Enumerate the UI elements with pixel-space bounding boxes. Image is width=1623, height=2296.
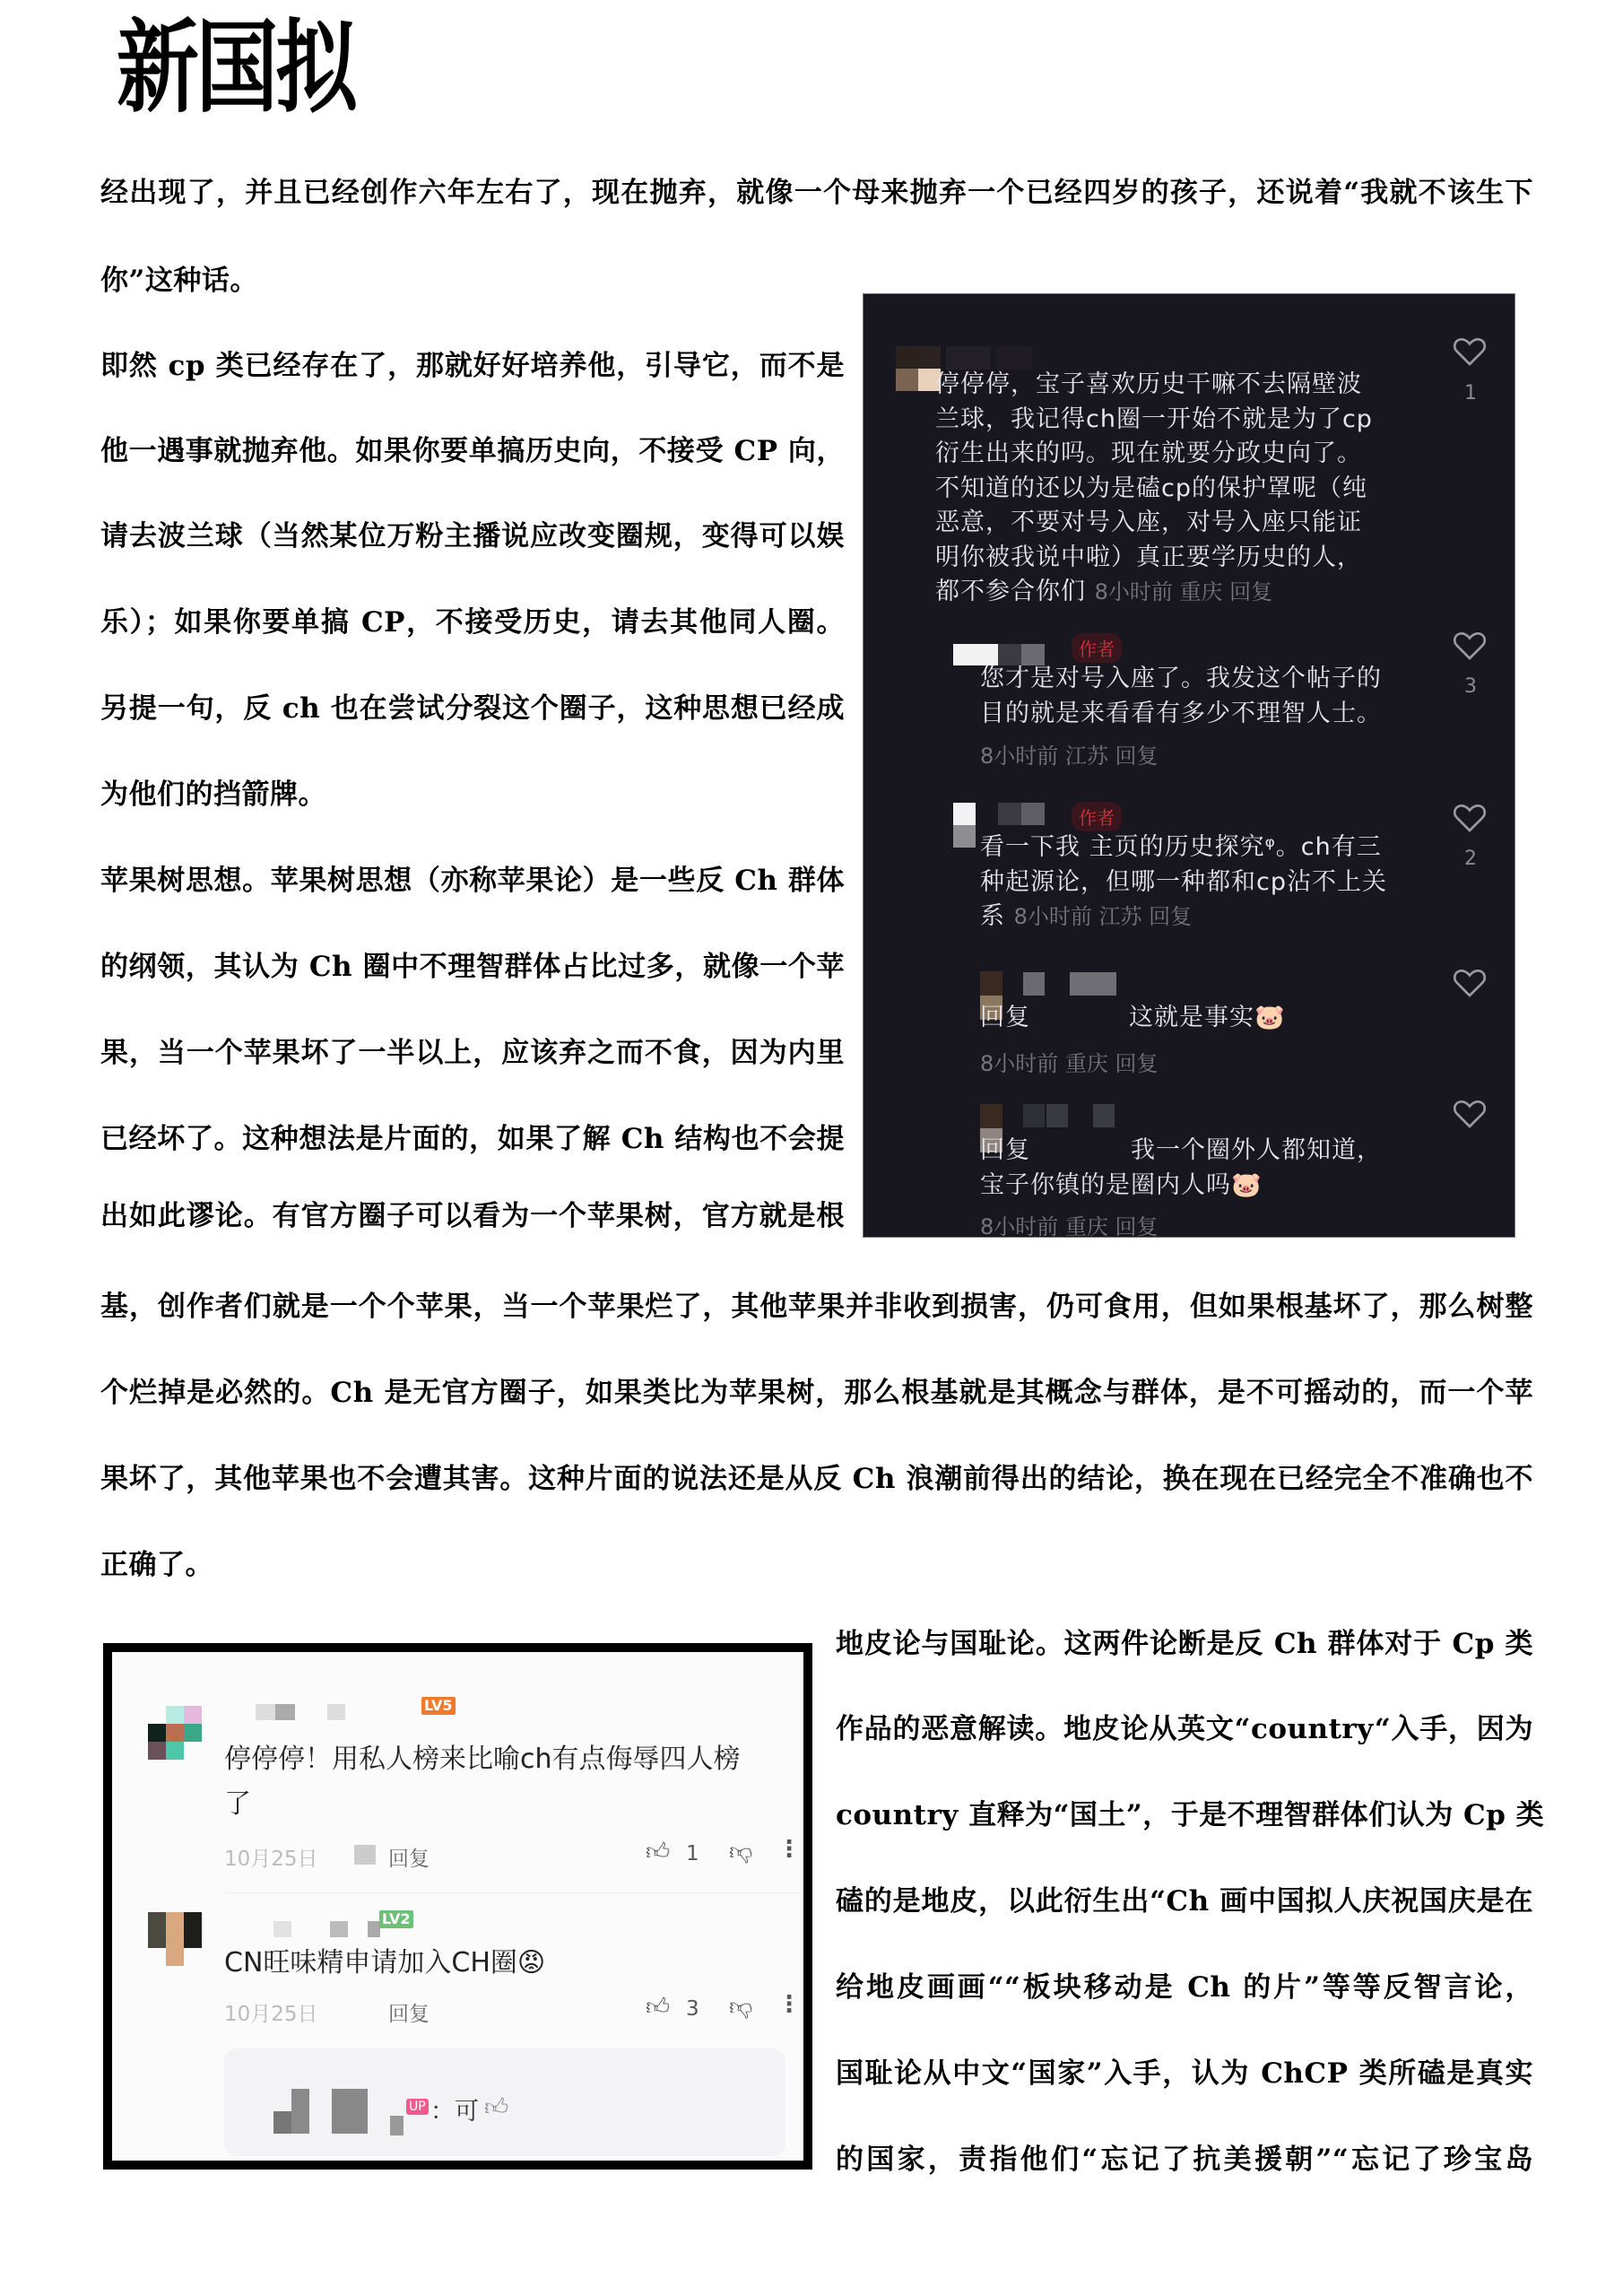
more-options-icon[interactable]: ⋮ <box>777 1836 801 1863</box>
up-badge: UP <box>406 2099 429 2115</box>
level-badge: LV5 <box>421 1697 456 1715</box>
reply-button[interactable]: 回复 <box>388 1848 430 1871</box>
body-line: 为他们的挡箭牌。 <box>100 778 326 811</box>
thumbs-up-icon[interactable]: 👍︎ <box>484 2094 509 2121</box>
heart-icon[interactable] <box>1452 964 1488 1000</box>
body-line: 作品的恶意解读。地皮论从英文“country“入手，因为 <box>836 1713 1533 1745</box>
comment-date: 10月25日 <box>224 1848 318 1871</box>
body-line: 乐）；如果你要单搞 CP，不接受历史，请去其他同人圈。 <box>100 606 845 639</box>
comment-text: 您才是对号入座了。我发这个帖子的 目的就是来看看有多少不理智人士。 <box>980 665 1382 727</box>
body-line: 的国家，责指他们“忘记了抗美援朝”“忘记了珍宝岛 <box>836 2144 1533 2176</box>
body-line: 即然 cp 类已经存在了，那就好好培养他，引导它，而不是 <box>100 350 845 382</box>
like-count: 3 <box>686 1997 699 2021</box>
like-count: 1 <box>1464 382 1477 404</box>
heart-icon[interactable] <box>1452 627 1488 663</box>
body-line: 正确了。 <box>100 1549 213 1581</box>
body-line: 果，当一个苹果坏了一半以上，应该弃之而不食，因为内里 <box>100 1037 845 1069</box>
thumbs-down-icon[interactable]: 👎︎ <box>729 1994 753 2021</box>
body-line: 他一遇事就抛弃他。如果你要单搞历史向，不接受 CP 向， <box>100 435 845 467</box>
like-count: 2 <box>1464 848 1477 870</box>
comment-meta[interactable]: 8小时前 江苏 回复 <box>980 744 1159 769</box>
heart-icon[interactable] <box>1452 1095 1488 1131</box>
thumbs-down-icon[interactable]: 👎︎ <box>729 1839 753 1866</box>
body-line: 出如此谬论。有官方圈子可以看为一个苹果树，官方就是根 <box>100 1200 845 1232</box>
body-line: 基，创作者们就是一个个苹果，当一个苹果烂了，其他苹果并非收到损害，仍可食用，但如果根基坏了，那么树整 <box>100 1291 1533 1323</box>
body-line: 地皮论与国耻论。这两件论断是反 Ch 群体对于 Cp 类 <box>836 1628 1533 1660</box>
body-line: 的纲领，其认为 Ch 圈中不理智群体占比过多，就像一个苹 <box>100 951 845 983</box>
avatar <box>896 346 941 391</box>
comment-text: 停停停，宝子喜欢历史干嘛不去隔壁波 兰球，我记得ch圈一开始不就是为了cp 衍生出来的吗。现在就要分政史向了。 不知道的还以为是磕cp的保护罩呢（纯 恶意，不要对号入座，对号入座只能证 明你被我说中啦）真正要学历史的人， 都不参合你们 8小时前 重庆 回复 <box>935 370 1373 605</box>
body-line: 个烂掉是必然的。Ch 是无官方圈子，如果类比为苹果树，那么根基就是其概念与群体，是不可摇动的，而一个苹 <box>100 1377 1533 1409</box>
body-line: 国耻论从中文“国家”入手，认为 ChCP 类所磕是真实 <box>836 2057 1533 2090</box>
body-line: 给地皮画画““板块移动是 Ch 的片”等等反智言论， <box>836 1971 1533 2004</box>
sub-reply-text: ：可 <box>430 2098 479 2126</box>
light-comments-screenshot <box>103 1643 812 2170</box>
like-count: 3 <box>1464 675 1477 698</box>
heart-icon[interactable] <box>1452 799 1488 835</box>
body-line: 另提一句，反 ch 也在尝试分裂这个圈子，这种思想已经成 <box>100 692 845 725</box>
comment-text: 回复 我一个圈外人都知道， 宝子你镇的是圈内人吗🐷 <box>980 1136 1382 1199</box>
comment-date: 10月25日 <box>224 2003 318 2026</box>
comment-meta[interactable]: 8小时前 重庆 回复 <box>980 1214 1159 1238</box>
thumbs-up-icon[interactable]: 👍︎ <box>646 1994 671 2021</box>
page-title: 新国拟 <box>117 10 355 126</box>
dark-comments-screenshot <box>863 293 1515 1238</box>
comment-meta[interactable]: 8小时前 重庆 回复 <box>1094 579 1273 604</box>
comment-text: CN旺味精申请加入CH圈😡 <box>224 1947 546 1979</box>
body-line: 果坏了，其他苹果也不会遭其害。这种片面的说法还是从反 Ch 浪潮前得出的结论，换在现在已经完全不准确也不 <box>100 1463 1533 1495</box>
comment-text: 看一下我 主页的历史探究ᵠ。ch有三 种起源论，但哪一种都和cp沾不上关 系 8小时前 江苏 回复 <box>980 833 1387 930</box>
thumbs-up-icon[interactable]: 👍︎ <box>646 1839 671 1866</box>
body-line: 已经坏了。这种想法是片面的，如果了解 Ch 结构也不会提 <box>100 1123 845 1155</box>
author-badge: 作者 <box>1072 633 1122 663</box>
divider <box>224 1892 803 1893</box>
comment-text: 停停停！用私人榜来比喻ch有点侮辱四人榜 了 <box>224 1744 741 1820</box>
level-badge: LV2 <box>379 1910 413 1928</box>
avatar <box>148 1706 202 1760</box>
comment-meta[interactable]: 8小时前 江苏 回复 <box>1013 904 1193 929</box>
body-line: 磕的是地皮，以此衍生出“Ch 画中国拟人庆祝国庆是在 <box>836 1885 1533 1918</box>
more-options-icon[interactable]: ⋮ <box>777 1991 801 2018</box>
sub-reply-box[interactable] <box>224 2048 785 2156</box>
author-badge: 作者 <box>1072 802 1122 831</box>
body-line: country 直释为“国土”，于是不理智群体们认为 Cp 类 <box>836 1799 1545 1831</box>
body-line: 请去波兰球（当然某位万粉主播说应改变圈规，变得可以娱 <box>100 520 845 552</box>
body-line: 你”这种话。 <box>100 265 258 297</box>
comment-text: 回复 这就是事实🐷 <box>980 1004 1286 1031</box>
body-line: 经出现了，并且已经创作六年左右了，现在抛弃，就像一个母来抛弃一个已经四岁的孩子，还说着“我就不该生下 <box>100 177 1533 209</box>
reply-button[interactable]: 回复 <box>388 2003 430 2026</box>
avatar <box>148 1912 202 1975</box>
like-count: 1 <box>686 1842 699 1866</box>
comment-meta[interactable]: 8小时前 重庆 回复 <box>980 1051 1159 1076</box>
body-line: 苹果树思想。苹果树思想（亦称苹果论）是一些反 Ch 群体 <box>100 865 845 897</box>
heart-icon[interactable] <box>1452 333 1488 369</box>
redacted <box>354 1845 376 1865</box>
